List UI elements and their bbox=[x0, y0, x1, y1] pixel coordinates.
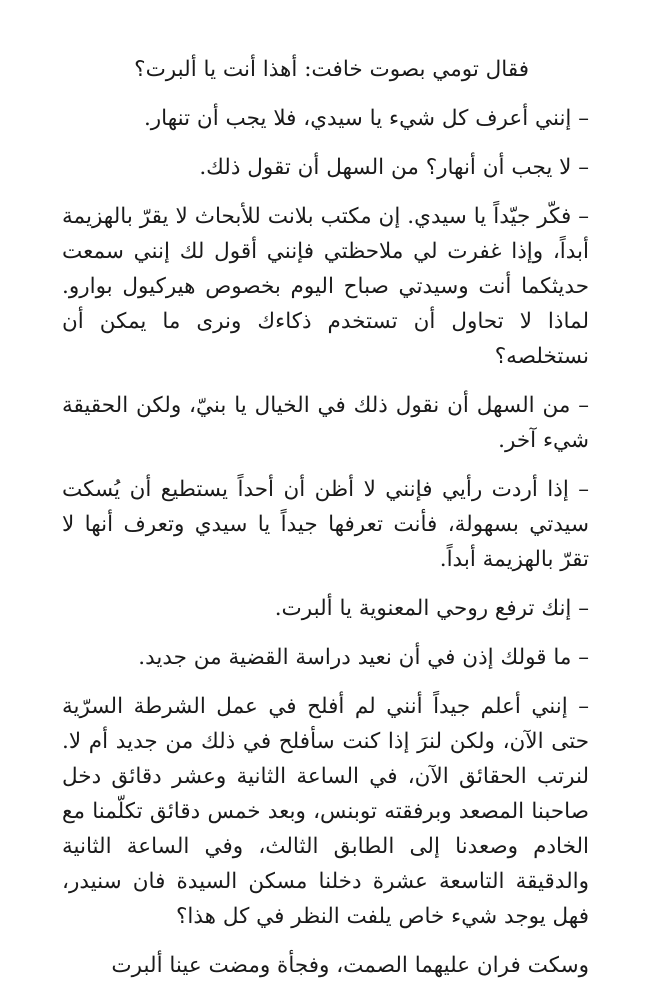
paragraph-albert-think-well: – فكّر جيّداً يا سيدي. إن مكتب بلانت للأبحاث لا يقرّ بالهزيمة أبداً، وإذا غفرت لي ملاحظتي فإنني أقول لك إنني سمعت حديثكما أنت وسيدتي صباح اليوم بخصوص هيركيول بوارو. لماذا لا تحاول أن تستخدم ذكاءك ونرى ما يمكن أن نستخلصه؟ bbox=[62, 204, 589, 369]
paragraph-tommy-not-collapse: – لا يجب أن أنهار؟ من السهل أن تقول ذلك. bbox=[199, 155, 589, 180]
paragraph-tommy-whisper: فقال تومي بصوت خافت: أهذا أنت يا ألبرت؟ bbox=[134, 57, 529, 82]
paragraph-tommy-facts: – إنني أعلم جيداً أنني لم أفلح في عمل الشرطة السرّية حتى الآن، ولكن لنرَ إذا كنت سأفلح في ذلك من جديد أم لا. لنرتب الحقائق الآن، في الساعة الثانية وعشر دقائق دخل صاحبنا المصعد وبرفقته توبنس، وبعد خمس دقائق تكلّمنا مع الخادم وصعدنا إلى الطابق الثالث، وفي الساعة الثانية والدقيقة التاسعة عشرة دخلنا مسكن السيدة فان سنيدر، فهل يوجد شيء خاص يلفت النظر في كل هذا؟ bbox=[62, 694, 589, 929]
paragraph-tommy-imagination: – من السهل أن نقول ذلك في الخيال يا بنيّ، ولكن الحقيقة شيء آخر. bbox=[62, 393, 589, 453]
paragraph-albert-restudy: – ما قولك إذن في أن نعيد دراسة القضية من جديد. bbox=[138, 645, 589, 670]
paragraph-tommy-morale: – إنك ترفع روحي المعنوية يا ألبرت. bbox=[274, 596, 589, 621]
book-page-text bbox=[62, 52, 589, 983]
paragraph-albert-know-everything: – إنني أعرف كل شيء يا سيدي، فلا يجب أن تنهار. bbox=[143, 106, 589, 131]
paragraph-albert-opinion: – إذا أردت رأيي فإنني لا أظن أن أحداً يستطيع أن يُسكت سيدتي بسهولة، فأنت تعرفها جيداً يا سيدي وتعرف أنها لا تقرّ بالهزيمة أبداً. bbox=[62, 477, 589, 572]
paragraph-narration-silence: وسكت فران عليهما الصمت، وفجأة ومضت عينا ألبرت bbox=[111, 953, 589, 978]
